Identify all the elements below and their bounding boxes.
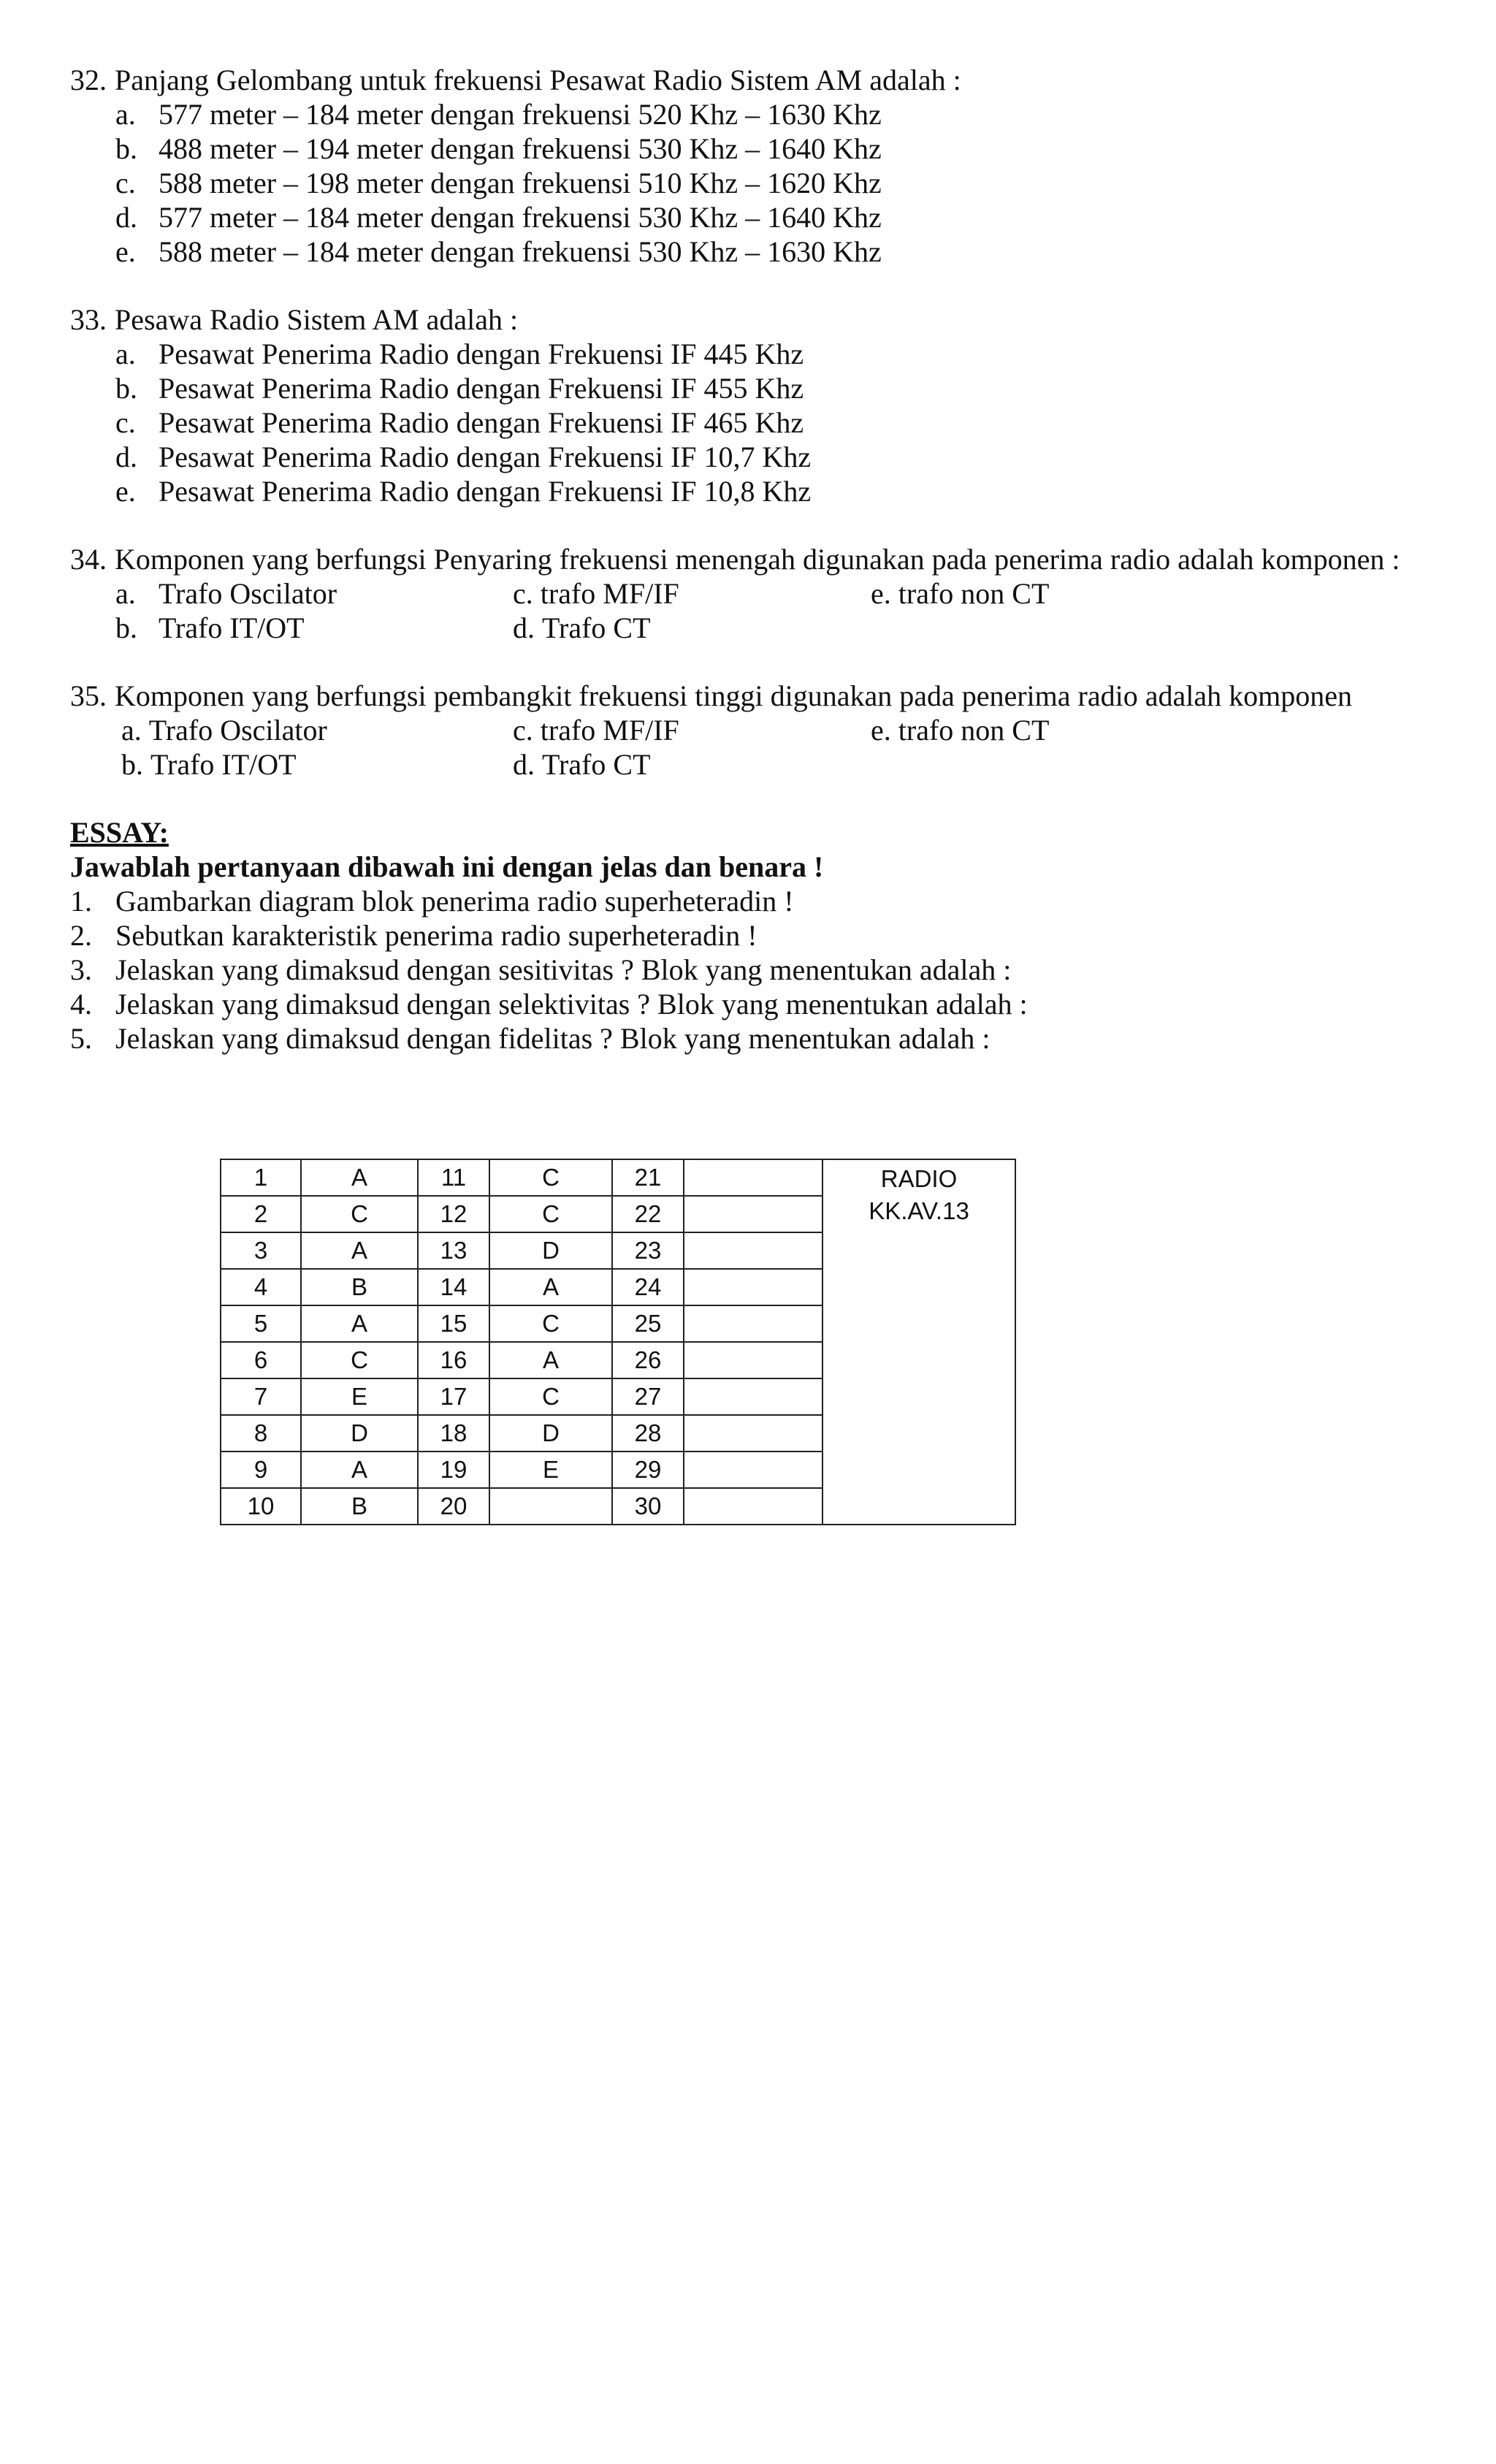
table-cell (684, 1342, 823, 1378)
option-letter: a. (115, 98, 136, 131)
table-cell: C (489, 1305, 612, 1342)
subject-code: KK.AV.13 (869, 1197, 969, 1224)
table-cell: 30 (612, 1488, 684, 1525)
table-cell: D (489, 1415, 612, 1452)
essay-item (70, 1021, 1458, 1056)
essay-text: Jelaskan yang dimaksud dengan fidelitas ? Blok yang menentukan adalah : (115, 1022, 991, 1055)
table-cell: B (301, 1488, 418, 1525)
table-cell: A (301, 1232, 418, 1269)
option-d (513, 611, 871, 645)
option-letter: a. (115, 577, 136, 610)
option-a (70, 97, 1458, 131)
option-letter: c. (115, 406, 136, 439)
table-cell (684, 1415, 823, 1452)
table-cell: A (301, 1452, 418, 1488)
option-letter: d. (513, 611, 535, 644)
question-text: Panjang Gelombang untuk frekuensi Pesawat Radio Sistem AM adalah : (115, 64, 961, 96)
table-cell: 19 (418, 1452, 489, 1488)
essay-text: Jelaskan yang dimaksud dengan sesitivitas ? Blok yang menentukan adalah : (115, 953, 1012, 986)
essay-number: 4. (70, 988, 92, 1021)
option-letter: d. (115, 201, 137, 234)
table-cell: 22 (612, 1196, 684, 1232)
option-b (70, 371, 1458, 405)
option-text: Trafo Oscilator (148, 714, 327, 747)
option-letter: d. (513, 748, 535, 781)
option-c (70, 166, 1458, 200)
option-d (70, 440, 1458, 474)
table-cell: A (301, 1159, 418, 1196)
option-text: Pesawat Penerima Radio dengan Frekuensi IF 465 Khz (159, 406, 804, 439)
option-letter: b. (121, 748, 143, 781)
essay-item (70, 953, 1458, 987)
question-number: 35. (70, 679, 107, 712)
question-32 (70, 63, 1458, 269)
table-cell: 6 (221, 1342, 301, 1378)
option-text: 488 meter – 194 meter dengan frekuensi 530 Khz – 1640 Khz (159, 132, 882, 165)
table-cell (684, 1305, 823, 1342)
option-d (513, 747, 877, 782)
option-a (70, 337, 1458, 371)
table-cell: 27 (612, 1378, 684, 1415)
option-letter: c. (513, 714, 533, 747)
subject-label: RADIO (880, 1165, 958, 1192)
essay-text: Gambarkan diagram blok penerima radio superheteradin ! (115, 885, 794, 918)
table-cell: 26 (612, 1342, 684, 1378)
option-letter: e. (115, 235, 136, 268)
essay-instruction: Jawablah pertanyaan dibawah ini dengan jelas dan benara ! (70, 850, 824, 883)
question-35 (70, 679, 1458, 782)
option-text: trafo MF/IF (540, 577, 679, 610)
question-stem (70, 679, 1458, 713)
option-letter: b. (115, 611, 137, 644)
option-e (871, 576, 1458, 611)
option-text: 577 meter – 184 meter dengan frekuensi 530 Khz – 1640 Khz (159, 201, 882, 234)
option-e (70, 234, 1458, 269)
option-e (70, 474, 1458, 508)
table-cell: 8 (221, 1415, 301, 1452)
table-cell: 12 (418, 1196, 489, 1232)
essay-item (70, 918, 1458, 953)
table-cell: E (301, 1378, 418, 1415)
table-cell (684, 1159, 823, 1196)
table-cell: 29 (612, 1452, 684, 1488)
essay-item (70, 884, 1458, 918)
option-letter: e. (115, 475, 136, 508)
table-cell: A (489, 1269, 612, 1305)
question-stem (70, 63, 1458, 97)
essay-number: 1. (70, 885, 92, 918)
table-cell: 4 (221, 1269, 301, 1305)
table-cell: 9 (221, 1452, 301, 1488)
table-cell: C (489, 1159, 612, 1196)
answer-key-table (220, 1159, 1016, 1525)
option-list (70, 97, 1458, 269)
option-a (115, 576, 513, 611)
table-cell: A (301, 1305, 418, 1342)
table-row (221, 1159, 1015, 1196)
option-b (115, 611, 513, 645)
option-text: trafo non CT (898, 577, 1050, 610)
option-text: Trafo IT/OT (159, 611, 305, 644)
table-cell: 13 (418, 1232, 489, 1269)
option-c (513, 576, 871, 611)
option-letter: c. (115, 167, 136, 199)
table-cell: 2 (221, 1196, 301, 1232)
option-text: 577 meter – 184 meter dengan frekuensi 520 Khz – 1630 Khz (159, 98, 882, 131)
option-letter: e. (871, 714, 891, 747)
option-letter: c. (513, 577, 533, 610)
option-letter: a. (115, 337, 136, 370)
table-cell: 18 (418, 1415, 489, 1452)
table-cell: 15 (418, 1305, 489, 1342)
subject-label-cell (823, 1159, 1015, 1525)
question-stem (70, 542, 1458, 576)
table-cell: D (301, 1415, 418, 1452)
table-cell: 1 (221, 1159, 301, 1196)
option-text: Pesawat Penerima Radio dengan Frekuensi IF 445 Khz (159, 337, 804, 370)
question-text: Pesawa Radio Sistem AM adalah : (115, 303, 519, 336)
option-letter: b. (115, 132, 137, 165)
option-text: Trafo CT (542, 611, 651, 644)
option-text: Trafo CT (542, 748, 651, 781)
table-cell (684, 1378, 823, 1415)
option-text: 588 meter – 184 meter dengan frekuensi 530 Khz – 1630 Khz (159, 235, 882, 268)
question-33 (70, 302, 1458, 508)
question-number: 33. (70, 303, 107, 336)
table-cell: 11 (418, 1159, 489, 1196)
table-cell (684, 1196, 823, 1232)
option-c (70, 405, 1458, 440)
option-text: Pesawat Penerima Radio dengan Frekuensi IF 10,7 Khz (159, 440, 812, 473)
option-text: Trafo IT/OT (150, 748, 297, 781)
question-text: Komponen yang berfungsi Penyaring frekuensi menengah digunakan pada penerima radio adalah komponen : (115, 543, 1400, 576)
essay-section (70, 815, 1458, 1056)
essay-title: ESSAY: (70, 816, 169, 849)
table-cell: 28 (612, 1415, 684, 1452)
table-cell: C (489, 1196, 612, 1232)
option-letter: e. (871, 577, 891, 610)
table-cell: 14 (418, 1269, 489, 1305)
option-text: 588 meter – 198 meter dengan frekuensi 510 Khz – 1620 Khz (159, 167, 882, 199)
option-d (70, 200, 1458, 234)
table-cell: E (489, 1452, 612, 1488)
table-cell (489, 1488, 612, 1525)
table-cell: 16 (418, 1342, 489, 1378)
table-cell: 21 (612, 1159, 684, 1196)
question-number: 34. (70, 543, 107, 576)
question-text: Komponen yang berfungsi pembangkit frekuensi tinggi digunakan pada penerima radio adalah komponen (115, 679, 1352, 712)
table-cell: 5 (221, 1305, 301, 1342)
table-cell: 20 (418, 1488, 489, 1525)
essay-text: Jelaskan yang dimaksud dengan selektivitas ? Blok yang menentukan adalah : (115, 988, 1028, 1021)
table-cell: A (489, 1342, 612, 1378)
essay-number: 3. (70, 953, 92, 986)
table-cell: 25 (612, 1305, 684, 1342)
essay-number: 2. (70, 919, 92, 952)
option-letter: d. (115, 440, 137, 473)
option-c (513, 713, 877, 747)
essay-text: Sebutkan karakteristik penerima radio superheteradin ! (115, 919, 757, 952)
table-cell: 17 (418, 1378, 489, 1415)
question-stem (70, 302, 1458, 337)
option-b (121, 747, 519, 782)
answer-key-body (221, 1159, 1015, 1525)
option-list (70, 337, 1458, 508)
table-cell: B (301, 1269, 418, 1305)
table-cell: D (489, 1232, 612, 1269)
option-grid (70, 576, 1458, 645)
essay-item (70, 987, 1458, 1021)
table-cell: 3 (221, 1232, 301, 1269)
option-e (871, 713, 1458, 747)
option-text: trafo non CT (898, 714, 1050, 747)
table-cell: C (301, 1342, 418, 1378)
question-34 (70, 542, 1458, 645)
table-cell: 24 (612, 1269, 684, 1305)
option-letter: b. (115, 372, 137, 405)
table-cell: 23 (612, 1232, 684, 1269)
option-text: Pesawat Penerima Radio dengan Frekuensi IF 10,8 Khz (159, 475, 812, 508)
option-a (121, 713, 519, 747)
page-content (70, 63, 1458, 1056)
option-text: Trafo Oscilator (159, 577, 337, 610)
table-cell: C (489, 1378, 612, 1415)
option-b (70, 131, 1458, 166)
table-cell (684, 1269, 823, 1305)
table-cell (684, 1232, 823, 1269)
essay-number: 5. (70, 1022, 92, 1055)
table-cell: 7 (221, 1378, 301, 1415)
option-text: trafo MF/IF (540, 714, 679, 747)
question-number: 32. (70, 64, 107, 96)
table-cell: C (301, 1196, 418, 1232)
option-grid (70, 713, 1458, 782)
option-letter: a. (121, 714, 142, 747)
option-text: Pesawat Penerima Radio dengan Frekuensi IF 455 Khz (159, 372, 804, 405)
table-cell (684, 1452, 823, 1488)
table-cell (684, 1488, 823, 1525)
table-cell: 10 (221, 1488, 301, 1525)
